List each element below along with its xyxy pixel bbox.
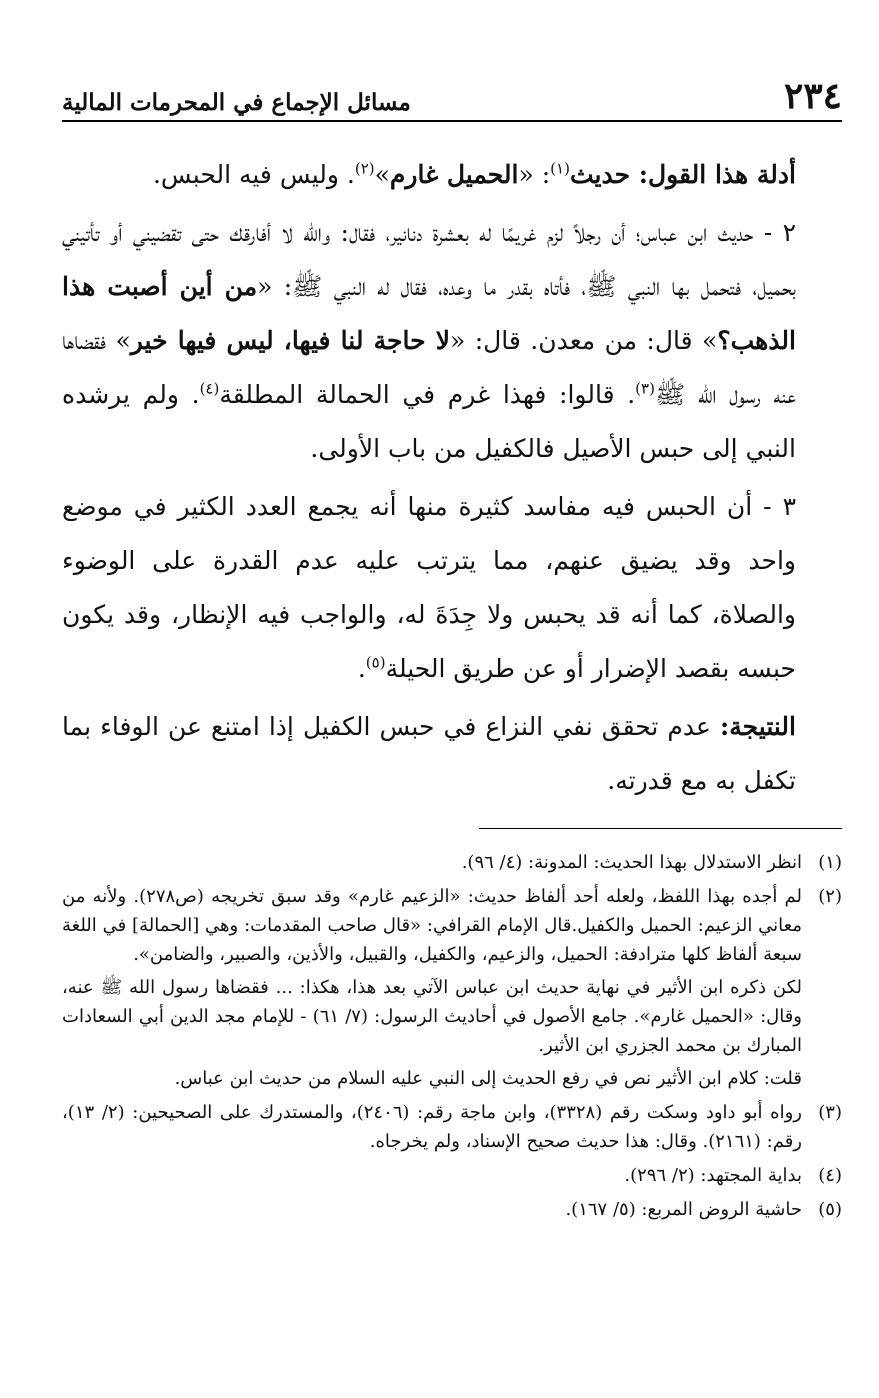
footnote-text: رواه أبو داود وسكت رقم (٣٣٢٨)، وابن ماجة رقم: (٢٤٠٦)، والمستدرك على الصحيحين: (٢/ ١٣)، رقم: (٢١٦١). وقال: هذا حديث صحيح الإسناد، ولم يخرجاه.	[62, 1102, 802, 1152]
main-text	[62, 148, 842, 808]
footnote-ref-3: (٣)	[635, 379, 655, 398]
text-run: . وليس فيه الحبس.	[152, 160, 355, 189]
footnote-ref-4: (٤)	[199, 379, 220, 398]
footnote-number: (٤)	[818, 1165, 842, 1186]
evidence-heading: أدلة هذا القول: حديث	[569, 160, 796, 189]
footnote-ref-2: (٢)	[354, 159, 375, 178]
page-number: ٢٣٤	[783, 75, 842, 117]
conclusion-label: النتيجة:	[720, 712, 796, 741]
text-run: عدم تحقق نفي النزاع في حبس الكفيل إذا امتنع عن الوفاء بما تكفل به مع قدرته.	[62, 712, 796, 795]
evidence-3-paragraph	[62, 480, 842, 696]
footnote-number: (٥)	[818, 1199, 842, 1220]
footnote-text: بداية المجتهد: (٢/ ٢٩٦).	[624, 1165, 802, 1186]
footnote-number: (٢)	[818, 886, 842, 907]
text-run: . ولم يرشده النبي إلى حبس الأصيل فالكفيل من باب الأولى.	[62, 380, 796, 463]
footnote-text: لكن ذكره ابن الأثير في نهاية حديث ابن عباس الآتي بعد هذا، هكذا: ... فقضاها رسول الله ﷺ عنه، وقال: «الحميل غارم». جامع الأصول في أحاديث الرسول: (٧/ ٦١) - للإمام مجد الدين أبي السعادات المبارك بن محمد الجزري ابن الأثير.	[62, 977, 802, 1056]
text-run: ٣ - أن الحبس فيه مفاسد كثيرة منها أنه يجمع العدد الكثير في موضع واحد وقد يضيق عنهم، مما يترتب عليه عدم القدرة على الوضوء والصلاة، كما أنه قد يحبس ولا جِدَةَ له، والواجب فيه الإنظار، وقد يكون حبسه بقصد الإضرار أو عن طريق الحيلة	[62, 492, 796, 683]
text-run: » قال: من معدن. قال: «	[449, 326, 718, 355]
footnote-text: حاشية الروض المربع: (٥/ ١٦٧).	[565, 1199, 802, 1220]
running-title: مسائل الإجماع في المحرمات المالية	[62, 89, 411, 116]
evidence-intro-paragraph	[62, 148, 842, 202]
text-run: ٢ - حديث ابن عباس؛ أن رجلاً لزم غريمًا له بعشرة دنانير، فقال: والله لا أفارقك حتى تقضيني أو تأتيني بحميل، فتحمل بها النبي ﷺ، فأتاه بقدر ما وعده، فقال له النبي ﷺ: «	[62, 218, 796, 301]
footnote-text: قلت: كلام ابن الأثير نص في رفع الحديث إلى النبي عليه السلام من حديث ابن عباس.	[174, 1068, 802, 1089]
footnote-item	[62, 1098, 842, 1156]
footnote-item	[62, 848, 842, 877]
hadith-quote: من أين أصبت هذا الذهب؟	[62, 272, 796, 355]
hadith-quote: لا حاجة لنا فيها، ليس فيها خير	[130, 326, 450, 355]
text-run: » فقضاها عنه رسول الله ﷺ	[62, 326, 796, 409]
footnote-item	[62, 1161, 842, 1190]
hadith-quote: الحميل غارم	[389, 160, 519, 189]
footnote-text: لم أجده بهذا اللفظ، ولعله أحد ألفاظ حديث: «الزعيم غارم» وقد سبق تخريجه (ص٢٧٨). ولأنه من معاني الزعيم: الحميل والكفيل.قال الإمام القرافي: «قال صاحب المقدمات: وهي [الحمالة] في اللغة سبعة ألفاظ كلها مترادفة: الحميل، والزعيم، والكفيل، والقبيل، والأذين، والصبير، والضامن».	[62, 886, 802, 965]
footnote-number: (٣)	[818, 1102, 842, 1123]
footnote-number: (١)	[818, 852, 842, 873]
text-run: .	[357, 654, 366, 683]
conclusion-paragraph	[62, 700, 842, 808]
footnote-ref-5: (٥)	[365, 653, 386, 672]
page-header	[62, 75, 842, 122]
footnote-item	[62, 1195, 842, 1224]
footnote-item	[62, 882, 842, 1093]
text-run: . قالوا: فهذا غرم في الحمالة المطلقة	[219, 380, 636, 409]
text-run: »	[374, 160, 390, 189]
evidence-2-paragraph	[62, 206, 842, 476]
text-run: : «	[518, 160, 551, 189]
footnote-text: انظر الاستدلال بهذا الحديث: المدونة: (٤/ ٩٦).	[461, 852, 802, 873]
footnote-separator	[479, 828, 842, 829]
footnotes	[62, 848, 842, 1229]
footnote-ref-1: (١)	[550, 159, 570, 178]
